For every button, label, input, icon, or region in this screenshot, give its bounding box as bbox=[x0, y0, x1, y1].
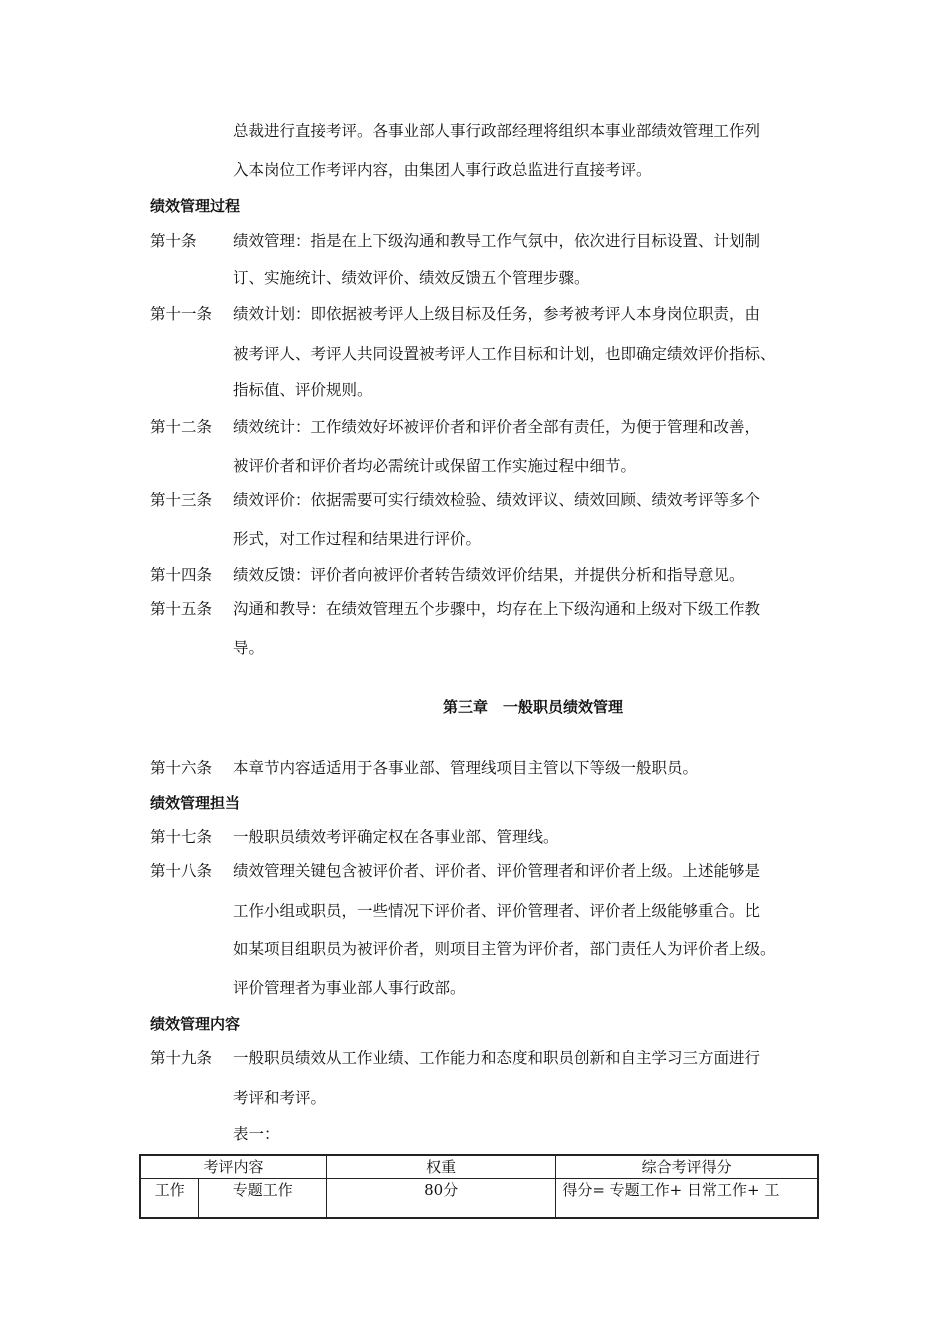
article-text: 沟通和教导：在绩效管理五个步骤中，均存在上下级沟通和上级对下级工作教 bbox=[233, 600, 761, 618]
article-text: 绩效统计：工作绩效好坏被评价者和评价者全部有责任，为便于管理和改善， bbox=[233, 418, 761, 436]
article-text: 考评和考评。 bbox=[233, 1089, 327, 1107]
article-label: 第十二条 bbox=[150, 418, 213, 436]
article-text: 本章节内容适适用于各事业部、管理线项目主管以下等级一般职员。 bbox=[233, 759, 699, 777]
chapter-title: 第三章 一般职员绩效管理 bbox=[442, 698, 623, 716]
article-text: 一般职员绩效考评确定权在各事业部、管理线。 bbox=[233, 828, 559, 846]
table-row bbox=[140, 1179, 818, 1219]
article-label: 第十八条 bbox=[150, 862, 213, 880]
article-label: 第十条 bbox=[150, 232, 197, 250]
header-score: 综合考评得分 bbox=[556, 1155, 818, 1179]
article-label: 第十五条 bbox=[150, 600, 213, 618]
article-label: 第十七条 bbox=[150, 828, 213, 846]
article-text: 绩效管理：指是在上下级沟通和教导工作气氛中，依次进行目标设置、计划制 bbox=[233, 232, 761, 250]
cell-item: 专题工作 bbox=[199, 1179, 327, 1219]
table-caption: 表一： bbox=[233, 1125, 280, 1143]
article-text: 一般职员绩效从工作业绩、工作能力和态度和职员创新和自主学习三方面进行 bbox=[233, 1049, 761, 1067]
section-heading-responsible: 绩效管理担当 bbox=[150, 794, 241, 812]
article-text: 被考评人、考评人共同设置被考评人工作目标和计划，也即确定绩效评价指标、 bbox=[233, 345, 776, 363]
article-text: 订、实施统计、绩效评价、绩效反馈五个管理步骤。 bbox=[233, 269, 590, 287]
header-weight: 权重 bbox=[327, 1155, 556, 1179]
article-text: 绩效管理关键包含被评价者、评价者、评价管理者和评价者上级。上述能够是 bbox=[233, 862, 761, 880]
article-text: 工作小组或职员，一些情况下评价者、评价管理者、评价者上级能够重合。比 bbox=[233, 902, 761, 920]
article-label: 第十三条 bbox=[150, 491, 213, 509]
cell-score: 得分= 专题工作+ 日常工作+ 工 bbox=[556, 1179, 818, 1219]
article-label: 第十一条 bbox=[150, 305, 213, 323]
article-text: 评价管理者为事业部人事行政部。 bbox=[233, 979, 466, 997]
article-text: 被评价者和评价者均必需统计或保留工作实施过程中细节。 bbox=[233, 457, 637, 475]
table-header-row bbox=[140, 1155, 818, 1179]
header-content: 考评内容 bbox=[140, 1155, 327, 1179]
article-text: 绩效反馈：评价者向被评价者转告绩效评价结果，并提供分析和指导意见。 bbox=[233, 566, 745, 584]
article-text: 形式，对工作过程和结果进行评价。 bbox=[233, 530, 482, 548]
cell-category: 工作 bbox=[140, 1179, 199, 1219]
article-text: 指标值、评价规则。 bbox=[233, 381, 373, 399]
section-heading-process: 绩效管理过程 bbox=[150, 197, 241, 215]
article-text: 导。 bbox=[233, 639, 265, 657]
cell-weight: 80分 bbox=[327, 1179, 556, 1219]
section-heading-content: 绩效管理内容 bbox=[150, 1015, 241, 1033]
intro-line-2: 入本岗位工作考评内容，由集团人事行政总监进行直接考评。 bbox=[233, 161, 652, 179]
article-text: 绩效评价：依据需要可实行绩效检验、绩效评议、绩效回顾、绩效考评等多个 bbox=[233, 491, 761, 509]
article-label: 第十六条 bbox=[150, 759, 213, 777]
article-label: 第十四条 bbox=[150, 566, 213, 584]
evaluation-table bbox=[139, 1154, 819, 1219]
article-label: 第十九条 bbox=[150, 1049, 213, 1067]
article-text: 绩效计划：即依据被考评人上级目标及任务，参考被考评人本身岗位职责，由 bbox=[233, 305, 761, 323]
intro-line-1: 总裁进行直接考评。各事业部人事行政部经理将组织本事业部绩效管理工作列 bbox=[233, 122, 761, 140]
article-text: 如某项目组职员为被评价者，则项目主管为评价者，部门责任人为评价者上级。 bbox=[233, 940, 776, 958]
